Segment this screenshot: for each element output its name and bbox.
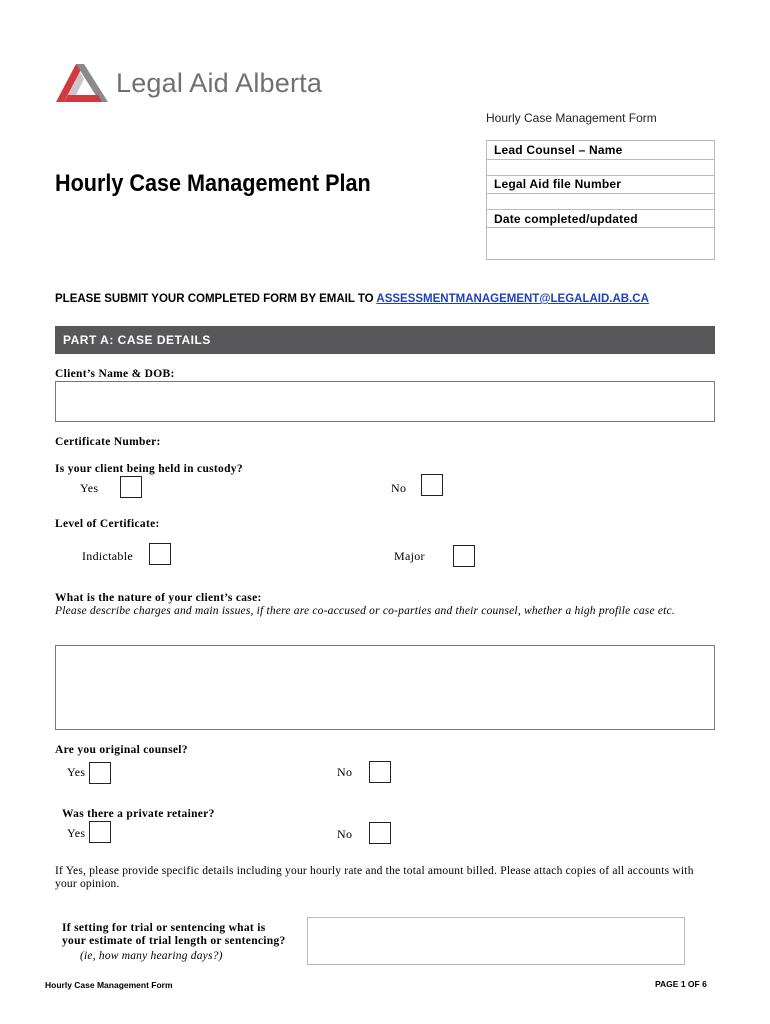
retainer-yes-checkbox[interactable] [89,821,111,843]
original-counsel-no-checkbox[interactable] [369,761,391,783]
trial-question-line1: If setting for trial or sentencing what is [62,922,266,934]
client-name-label: Client’s Name & DOB: [55,368,175,380]
retainer-no-label: No [337,827,353,841]
date-completed-input[interactable] [487,227,714,260]
footer-left: Hourly Case Management Form [45,980,173,990]
custody-no-checkbox[interactable] [421,474,443,496]
lead-counsel-input[interactable] [487,159,714,176]
retainer-note: If Yes, please provide specific details including your hourly rate and the total amount billed. Please attach copies of all accounts with your opinion. [55,865,694,890]
submit-notice-text: PLEASE SUBMIT YOUR COMPLETED FORM BY EMAIL TO [55,293,377,305]
indictable-checkbox[interactable] [149,543,171,565]
original-counsel-yes-label: Yes [67,765,86,779]
custody-no-label: No [391,481,407,495]
nature-instructions: Please describe charges and main issues, if there are co-accused or co-parties and their counsel, whether a high profile case etc. [55,605,675,617]
original-counsel-question: Are you original counsel? [55,744,188,756]
submit-notice [55,293,649,305]
header-fields-table [486,140,715,260]
date-completed-label: Date completed/updated [494,212,638,226]
indictable-label: Indictable [82,549,133,563]
page-title: Hourly Case Management Plan [55,170,371,197]
legal-aid-alberta-logo-icon [54,62,110,106]
footer-page-number: PAGE 1 OF 6 [655,979,707,989]
custody-yes-checkbox[interactable] [120,476,142,498]
client-name-field[interactable] [55,381,715,422]
original-counsel-yes-checkbox[interactable] [89,762,111,784]
trial-hint: (ie, how many hearing days?) [80,950,223,962]
section-bar-part-a [55,326,715,354]
file-number-input[interactable] [487,193,714,210]
file-number-label: Legal Aid file Number [494,177,622,191]
level-question: Level of Certificate: [55,518,160,530]
submit-email-link[interactable]: ASSESSMENTMANAGEMENT@LEGALAID.AB.CA [376,293,649,305]
nature-field[interactable] [55,645,715,730]
original-counsel-no-label: No [337,765,353,779]
logo [54,62,364,106]
form-name: Hourly Case Management Form [486,111,657,125]
org-name: Legal Aid Alberta [116,68,323,98]
retainer-question: Was there a private retainer? [62,808,215,820]
major-checkbox[interactable] [453,545,475,567]
trial-question-line2: your estimate of trial length or sentencing? [62,935,286,947]
trial-estimate-field[interactable] [307,917,685,965]
certificate-number-label: Certificate Number: [55,436,161,448]
retainer-yes-label: Yes [67,826,86,840]
divider [487,175,714,176]
custody-yes-label: Yes [80,481,99,495]
retainer-no-checkbox[interactable] [369,822,391,844]
divider [487,209,714,210]
section-heading: PART A: CASE DETAILS [63,333,211,347]
nature-question: What is the nature of your client’s case: [55,592,262,604]
major-label: Major [394,549,425,563]
lead-counsel-label: Lead Counsel – Name [494,143,623,157]
custody-question: Is your client being held in custody? [55,463,243,475]
